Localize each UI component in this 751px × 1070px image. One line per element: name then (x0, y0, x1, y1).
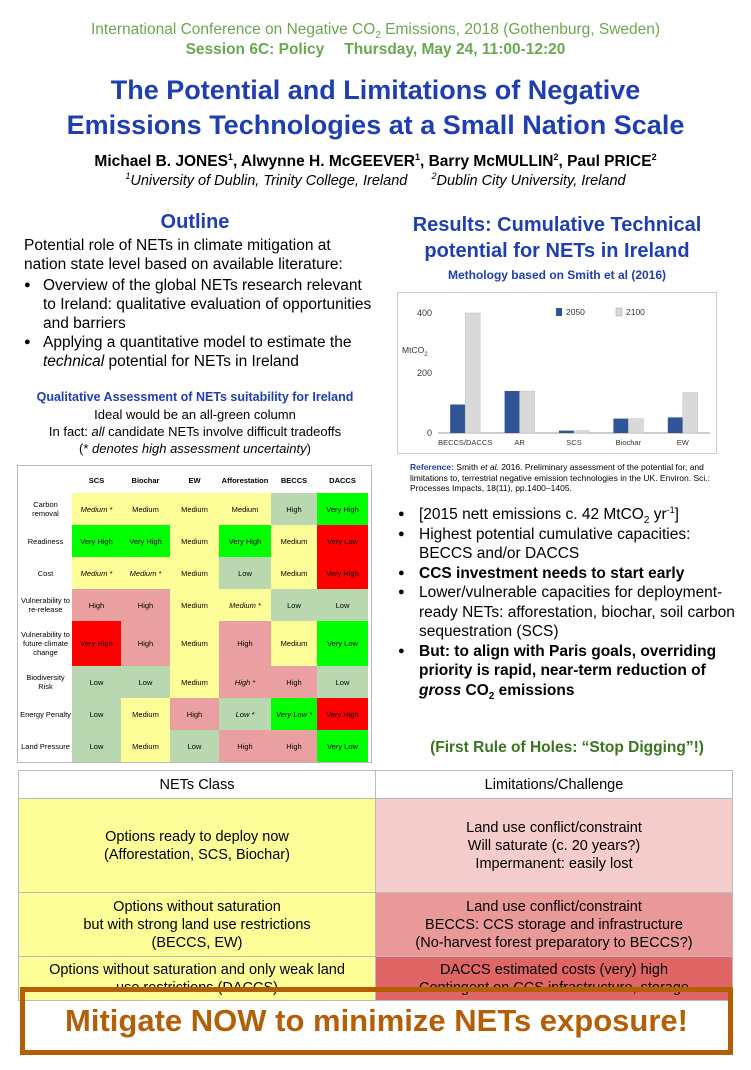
y-tick-label: 400 (416, 308, 432, 318)
matrix-cell: Medium (121, 493, 170, 525)
nets-class-table (18, 770, 733, 1001)
bar (559, 431, 574, 433)
matrix-row-label: Readiness (19, 525, 72, 557)
matrix-row-label: Vulnerability to future climate change (19, 621, 72, 666)
matrix-column-header: SCS (72, 467, 121, 493)
y-tick-label: 200 (416, 368, 432, 378)
legend-swatch (616, 308, 622, 316)
bar (574, 431, 589, 433)
session-line (0, 41, 751, 59)
bar (668, 417, 683, 433)
matrix-row-label: Cost (19, 557, 72, 589)
matrix-cell: Medium * (121, 557, 170, 589)
x-tick-label: BECCS/DACCS (438, 438, 493, 447)
outline-item: ● Overview of the global NETs research relevant to Ireland: qualitative evaluation of opportunities and barriers (24, 276, 374, 333)
assessment-matrix (17, 465, 372, 763)
x-tick-label: EW (676, 438, 689, 447)
outline-heading: Outline (160, 211, 230, 233)
matrix-cell: Low (170, 730, 219, 762)
matrix-cell: Medium * (72, 493, 121, 525)
qualitative-note: Ideal would be an all-green column (94, 407, 296, 422)
matrix-cell: Very High (317, 698, 368, 730)
col-nets-class: NETs Class (19, 771, 376, 799)
matrix-cell: Very High (317, 557, 368, 589)
matrix-cell: Medium (170, 666, 219, 698)
matrix-cell: Very High (219, 525, 271, 557)
matrix-cell: Medium (170, 557, 219, 589)
qualitative-heading: Qualitative Assessment of NETs suitability for Ireland (36, 390, 354, 404)
matrix-cell: High (271, 493, 317, 525)
matrix-cell: Medium (219, 493, 271, 525)
limitation-cell: DACCS estimated costs (very) high Contingent on CCS infrastructure, storage (376, 957, 733, 1001)
y-axis-label: MtCO$_2$ (402, 345, 428, 358)
outline-intro: Potential role of NETs in climate mitigation at nation state level based on available literature: (24, 237, 343, 273)
legend-label: 2100 (626, 307, 645, 317)
matrix-cell: High (121, 589, 170, 621)
table-row (19, 799, 733, 893)
chart-svg (398, 293, 718, 455)
mitigate-banner: Mitigate NOW to minimize NETs exposure! (20, 987, 733, 1055)
affiliations: $^1$University of Dublin, Trinity College, Ireland $^2$Dublin City University, Ireland (125, 171, 626, 189)
matrix-column-header: DACCS (317, 467, 368, 493)
bar (505, 391, 520, 433)
matrix-cell: High (219, 730, 271, 762)
outline-item: ● Applying a quantitative model to estimate the technical potential for NETs in Ireland (24, 333, 374, 371)
matrix-row-label: Biodiversity Risk (19, 666, 72, 698)
matrix-cell: Medium * (219, 589, 271, 621)
results-subheading: Methology based on Smith et al (2016) (447, 268, 667, 282)
matrix-cell: Low (121, 666, 170, 698)
matrix-cell: Low (72, 698, 121, 730)
matrix-cell: Medium (271, 621, 317, 666)
conference-line: International Conference on Negative $CO_2$ Emissions, 2018 (Gothenburg, Sweden) (90, 21, 661, 42)
matrix-cell: Very High (72, 621, 121, 666)
session-datetime: Thursday, May 24, 11:00-12:20 (344, 41, 566, 58)
results-item: ● Lower/vulnerable capacities for deployment-ready NETs: afforestation, biochar, soil carbon sequestration (SCS) (398, 583, 738, 642)
matrix-cell: Very High (72, 525, 121, 557)
author-list: Michael B. JONES$^1$, Alwynne H. McGEEVER$^1$, Barry McMULLIN$^2$, Paul PRICE$^2$ (94, 151, 657, 170)
reference: Reference: Smith et al. 2016. Preliminary assessment of the potential for, and limitations to, terrestrial negative emission technologies in the UK. Environ. Sci.: Processes Impacts, 18(11), pp.1400–1405. (410, 462, 710, 493)
matrix-cell: Medium (170, 621, 219, 666)
matrix-grid (19, 467, 368, 762)
outline-list (24, 276, 374, 371)
matrix-cell: Low (219, 557, 271, 589)
matrix-cell: Low (317, 666, 368, 698)
matrix-cell: High (271, 666, 317, 698)
matrix-column-header: BECCS (271, 467, 317, 493)
bar (613, 419, 628, 433)
matrix-cell: Very Low (317, 730, 368, 762)
matrix-cell: High (170, 698, 219, 730)
matrix-cell: High (72, 589, 121, 621)
table-row (19, 893, 733, 957)
holes-quote: (First Rule of Holes: “Stop Digging”!) (430, 739, 704, 756)
matrix-cell: Very Low * (271, 698, 317, 730)
matrix-row-label: Vulnerability to re-release (19, 589, 72, 621)
matrix-cell: Medium * (72, 557, 121, 589)
qualitative-note: (* denotes high assessment uncertainty) (79, 441, 311, 456)
matrix-row-label: Land Pressure (19, 730, 72, 762)
x-tick-label: SCS (566, 438, 582, 447)
matrix-cell: Very Low (317, 621, 368, 666)
results-item: ● Highest potential cumulative capacities: BECCS and/or DACCS (398, 525, 738, 564)
results-heading: Results: Cumulative Technical potential for NETs in Ireland (412, 214, 702, 262)
y-tick-label: 0 (426, 428, 432, 438)
limitation-cell: Land use conflict/constraint Will saturate (c. 20 years?) Impermanent: easily lost (376, 799, 733, 893)
matrix-cell: Very High (317, 493, 368, 525)
potential-chart (397, 292, 717, 454)
matrix-cell: Medium (271, 557, 317, 589)
matrix-column-header: Biochar (121, 467, 170, 493)
bar (683, 393, 698, 434)
results-item: ● [2015 nett emissions c. 42 MtCO$_2$ $yr^{-1}$] (398, 505, 738, 525)
matrix-column-header: EW (170, 467, 219, 493)
matrix-cell: High * (219, 666, 271, 698)
matrix-cell: Medium (170, 589, 219, 621)
matrix-cell: Low (72, 730, 121, 762)
limitation-cell: Land use conflict/constraint BECCS: CCS storage and infrastructure (No-harvest forest preparatory to BECCS?) (376, 893, 733, 957)
matrix-row-label: Carbon removal (19, 493, 72, 525)
results-list (398, 505, 738, 700)
results-item: ● CCS investment needs to start early (398, 564, 738, 584)
matrix-cell: Very High (121, 525, 170, 557)
matrix-cell: Medium (121, 698, 170, 730)
nets-class-cell: Options ready to deploy now (Afforestation, SCS, Biochar) (19, 799, 376, 893)
session-label: Session 6C: Policy (185, 41, 325, 58)
matrix-column-header: Afforestation (219, 467, 271, 493)
results-item: ● But: to align with Paris goals, overriding priority is rapid, near-term reduction of gross $CO_2$ emissions (398, 642, 738, 701)
matrix-cell: High (121, 621, 170, 666)
matrix-cell: Low (271, 589, 317, 621)
matrix-cell: Very Low (317, 525, 368, 557)
matrix-cell: Medium (271, 525, 317, 557)
matrix-cell: Low (72, 666, 121, 698)
x-tick-label: AR (514, 438, 525, 447)
col-limitations: Limitations/Challenge (376, 771, 733, 799)
bar (628, 419, 643, 433)
bar (450, 405, 465, 434)
matrix-cell: High (271, 730, 317, 762)
poster-title: The Potential and Limitations of Negative Emissions Technologies at a Small Nation Scale (66, 75, 685, 140)
matrix-cell: Medium (121, 730, 170, 762)
nets-class-cell: Options without saturation and only weak land use restrictions (DACCS) (19, 957, 376, 1001)
legend-swatch (556, 308, 562, 316)
matrix-cell: Medium (170, 493, 219, 525)
matrix-cell: Low * (219, 698, 271, 730)
qualitative-note: In fact: all candidate NETs involve difficult tradeoffs (48, 424, 342, 439)
nets-class-cell: Options without saturation but with strong land use restrictions (BECCS, EW) (19, 893, 376, 957)
x-tick-label: Biochar (615, 438, 642, 447)
legend-label: 2050 (566, 307, 585, 317)
matrix-cell: Medium (170, 525, 219, 557)
matrix-corner (19, 467, 72, 493)
bar (520, 391, 535, 433)
matrix-row-label: Energy Penalty (19, 698, 72, 730)
matrix-cell: Low (317, 589, 368, 621)
matrix-cell: High (219, 621, 271, 666)
bar (465, 313, 480, 433)
